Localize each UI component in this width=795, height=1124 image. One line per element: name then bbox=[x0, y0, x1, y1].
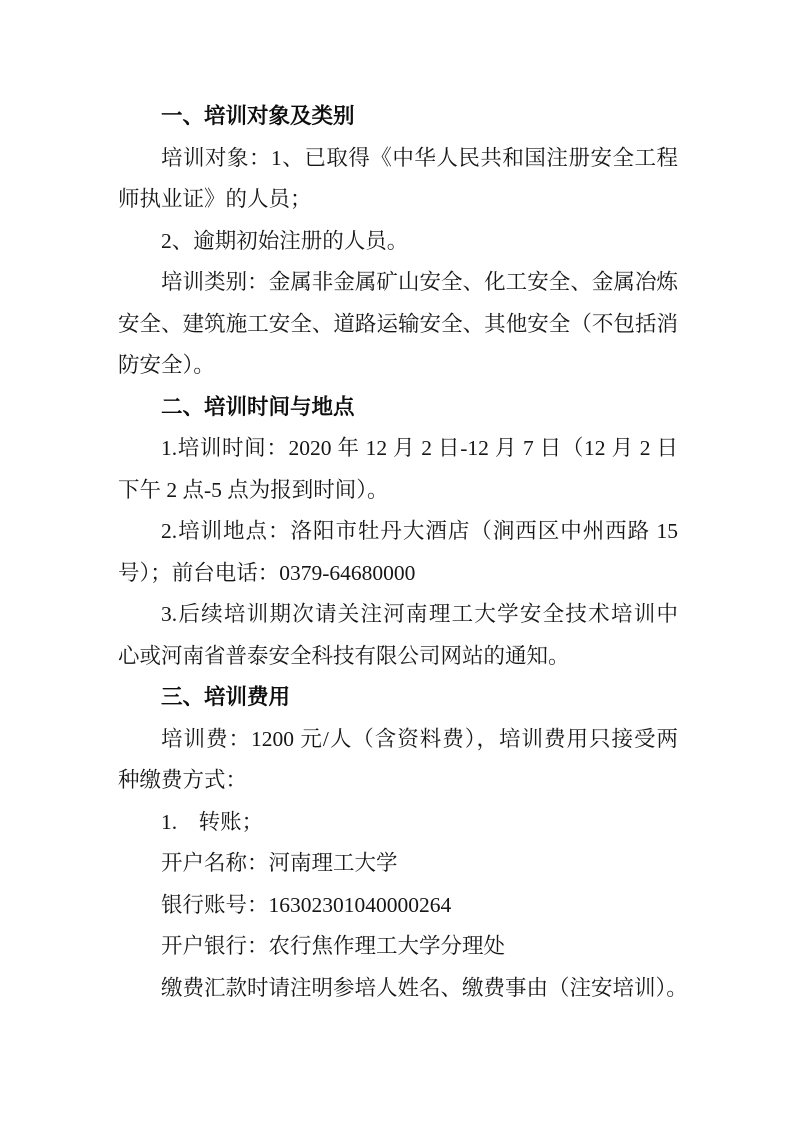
section-heading bbox=[118, 677, 678, 719]
paragraph bbox=[118, 926, 678, 968]
document-line: 3.后续培训期次请关注河南理工大学安全技术培训中 bbox=[161, 602, 678, 626]
paragraph bbox=[118, 428, 678, 511]
document-line: 三、培训费用 bbox=[161, 685, 291, 709]
paragraph bbox=[118, 221, 678, 263]
document-line: 1.培训时间：2020 年 12 月 2 日-12 月 7 日（12 月 2 日 bbox=[161, 436, 678, 460]
document-line: 下午 2 点-5 点为报到时间）。 bbox=[118, 477, 389, 502]
section-heading bbox=[118, 387, 678, 429]
paragraph bbox=[118, 262, 678, 387]
document-line: 二、培训时间与地点 bbox=[161, 394, 355, 419]
paragraph bbox=[118, 719, 678, 802]
document-line: 安全、建筑施工安全、道路运输安全、其他安全（不包括消 bbox=[118, 311, 678, 336]
document-line: 2.培训地点：洛阳市牡丹大酒店（涧西区中州西路 15 bbox=[161, 519, 678, 543]
paragraph bbox=[118, 594, 678, 677]
document-line: 2、逾期初始注册的人员。 bbox=[161, 228, 409, 253]
document-line: 培训费：1200 元/人（含资料费），培训费用只接受两 bbox=[161, 726, 678, 751]
paragraph bbox=[118, 511, 678, 594]
document-line: 心或河南省普泰安全科技有限公司网站的通知。 bbox=[118, 643, 570, 668]
paragraph bbox=[118, 968, 688, 1010]
paragraph bbox=[118, 885, 678, 927]
document-line: 号）；前台电话：0379-64680000 bbox=[118, 560, 416, 585]
document-line: 缴费汇款时请注明参培人姓名、缴费事由（注安培训）。 bbox=[161, 975, 688, 1000]
document-line: 种缴费方式： bbox=[118, 768, 248, 792]
document-line: 培训类别：金属非金属矿山安全、化工安全、金属冶炼 bbox=[161, 270, 678, 294]
document-line: 培训对象：1、已取得《中华人民共和国注册安全工程 bbox=[161, 145, 678, 170]
document-line: 一、培训对象及类别 bbox=[161, 104, 355, 128]
document-line: 1. 转账； bbox=[161, 809, 264, 834]
document-line: 防安全）。 bbox=[118, 353, 215, 377]
paragraph bbox=[118, 138, 678, 221]
document-line: 银行账号：16302301040000264 bbox=[161, 892, 452, 917]
section-heading bbox=[118, 96, 678, 138]
document-line: 师执业证》的人员； bbox=[118, 187, 312, 211]
paragraph bbox=[118, 802, 678, 844]
document-line: 开户银行：农行焦作理工大学分理处 bbox=[161, 934, 506, 958]
paragraph bbox=[118, 843, 678, 885]
document-line: 开户名称：河南理工大学 bbox=[161, 851, 398, 875]
document-content bbox=[118, 96, 688, 1009]
